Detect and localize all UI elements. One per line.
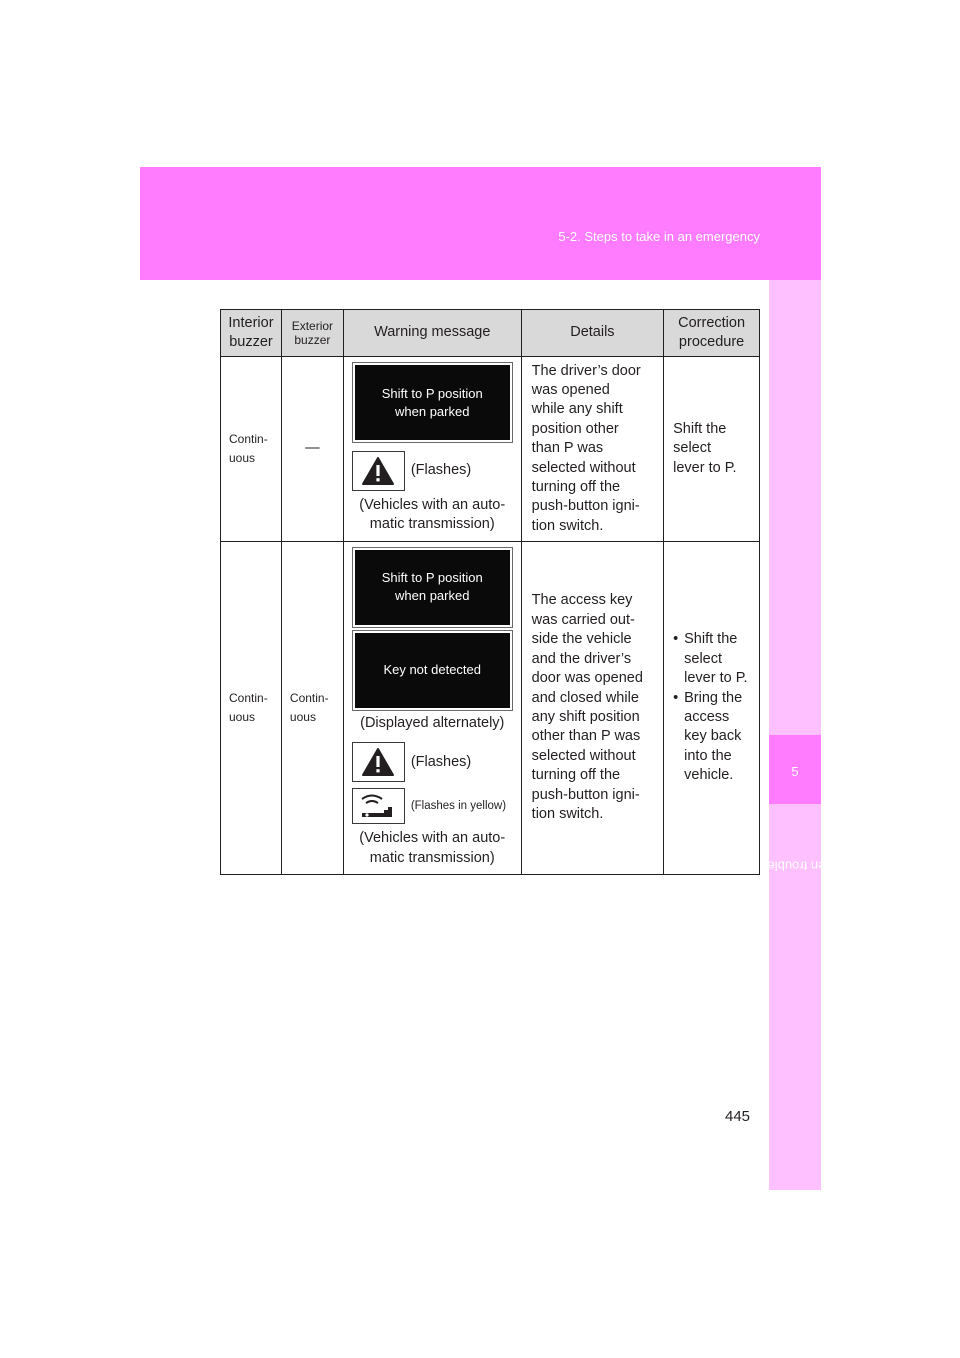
table-row <box>221 541 760 874</box>
bullet-mark: • <box>673 689 679 706</box>
screen-text: Key not detected <box>383 662 482 678</box>
exterior-buzzer-cell <box>281 357 343 542</box>
chapter-number: 5 <box>791 764 799 779</box>
section-title: 5-2. Steps to take in an emergency <box>558 229 760 244</box>
details-cell <box>521 541 663 874</box>
header-details: Details <box>521 310 663 357</box>
warning-table <box>220 309 760 875</box>
screen-text: Shift to P position when parked <box>381 385 483 419</box>
icon-row <box>344 786 521 826</box>
display-screen <box>353 548 512 627</box>
warning-message-cell <box>343 357 521 542</box>
interior-buzzer-cell <box>221 541 282 874</box>
vehicle-note: (Vehicles with an auto- matic transmission) <box>359 497 506 533</box>
correction-cell <box>664 541 760 874</box>
chapter-label-block <box>729 808 845 948</box>
interior-buzzer-cell <box>221 357 282 542</box>
list-item <box>673 689 753 786</box>
screen-text: Shift to P position when parked <box>381 570 483 604</box>
header-exterior-buzzer: Exterior buzzer <box>281 310 343 357</box>
exterior-buzzer-cell <box>281 541 343 874</box>
details-text: The access key was carried out- side the vehicle and the driver’s door was opened and closed while any shift position other than P was selected without turning off the push-button igni- tion switch. <box>531 592 643 822</box>
display-screen <box>353 363 512 442</box>
icon-row <box>344 449 521 493</box>
icon-caption: (Flashes) <box>410 462 472 479</box>
table-header-row <box>221 310 760 357</box>
vehicle-note: (Vehicles with an auto- matic transmission) <box>359 830 506 866</box>
exterior-buzzer-value: Contin- uous <box>289 690 329 724</box>
page-number: 445 <box>725 1108 751 1125</box>
icon-row <box>344 740 521 784</box>
table-row <box>221 357 760 542</box>
interior-buzzer-value: Contin- uous <box>229 690 268 724</box>
correction-cell <box>664 357 760 542</box>
correction-step: Bring the access key back into the vehicle. <box>684 689 743 784</box>
warning-message-cell <box>343 541 521 874</box>
key-signal-icon <box>352 788 405 824</box>
header-interior-buzzer: Interior buzzer <box>221 310 282 357</box>
header-warning-message: Warning message <box>343 310 521 357</box>
details-cell <box>521 357 663 542</box>
list-item <box>673 630 753 688</box>
details-text: The driver’s door was opened while any shift position other than P was selected without turning off the push-button igni- tion switch. <box>531 362 641 534</box>
icon-caption: (Flashes in yellow) <box>410 799 507 812</box>
correction-step: Shift the select lever to P. <box>684 631 748 687</box>
alternate-caption: (Displayed alternately) <box>360 714 505 731</box>
correction-text: Shift the select lever to P. <box>673 420 737 476</box>
chapter-label: When trouble arises <box>729 858 845 874</box>
display-screen <box>353 631 512 710</box>
icon-caption: (Flashes) <box>410 753 472 770</box>
header-band <box>140 167 821 280</box>
warning-triangle-icon <box>352 742 405 782</box>
interior-buzzer-value: Contin- uous <box>229 431 268 465</box>
chapter-number-block <box>769 735 821 804</box>
warning-triangle-icon <box>352 451 405 491</box>
header-correction: Correction procedure <box>664 310 760 357</box>
exterior-buzzer-value: — <box>305 440 320 457</box>
bullet-mark: • <box>673 631 679 648</box>
